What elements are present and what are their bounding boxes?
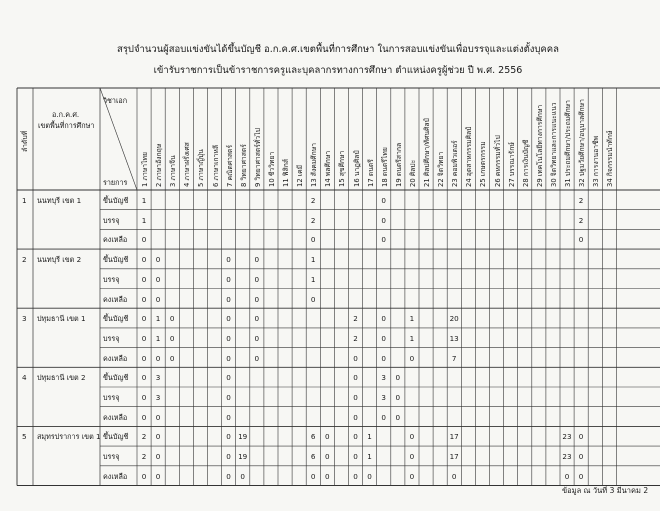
table-cell-value: 0 (381, 235, 386, 245)
subject-header: 5 ภาษาญี่ปุ่น (197, 149, 206, 187)
table-cell-value: 17 (449, 432, 459, 442)
table-cell-value: 0 (395, 393, 401, 402)
table-cell-value: 0 (353, 353, 358, 363)
subject-header: 11 ฟิสิกส์ (282, 158, 290, 187)
table-cell-value: 0 (169, 314, 175, 324)
table-cell-value: 3 (381, 393, 386, 402)
subject-header: 26 คหกรรมทั่วไป (493, 135, 502, 187)
table-cell-value: 0 (310, 235, 316, 245)
row-item-label: บรรจุ (103, 333, 120, 343)
table-cell-value: 0 (226, 274, 231, 284)
header-subject: วิชาเอก (103, 96, 128, 105)
table-cell-value: 20 (449, 314, 459, 324)
table-cell-value: 0 (381, 314, 386, 324)
subject-header: 2 ภาษาอังกฤษ (155, 143, 164, 187)
table-cell-value: 2 (141, 432, 147, 442)
table-cell-value: 0 (353, 393, 358, 402)
table-cell-value: 0 (578, 452, 584, 462)
table-cell-value: 1 (155, 314, 161, 324)
table-cell-value: 2 (578, 196, 584, 205)
table-cell-value: 0 (367, 471, 372, 481)
table-cell-value: 0 (141, 235, 147, 245)
table-cell-value: 0 (325, 452, 330, 462)
table-cell-value: 0 (226, 412, 231, 422)
table-cell-value: 0 (155, 412, 161, 422)
table-cell-value: 0 (564, 471, 570, 481)
document-title-line-1: สรุปจำนวนผู้สอบแข่งขันได้ขึ้นบัญชี อ.ก.ค.ศ.เขตพื้นที่การศึกษา ในการสอบแข่งขันเพื่อบรรจุและแต่งตั้งบุคคล (117, 44, 559, 55)
subject-header: 33 การงานอาชีพ (592, 135, 601, 187)
subject-header: 18 ดนตรีไทย (380, 147, 389, 187)
table-cell-value: 0 (353, 432, 358, 442)
table-cell-value: 1 (367, 452, 372, 462)
table-cell-value: 0 (141, 412, 147, 422)
table-cell-value: 6 (310, 452, 316, 462)
table-cell-value: 19 (238, 432, 248, 442)
subject-header: 9 วิทยาศาสตร์ทั่วไป (253, 128, 262, 187)
table-cell-value: 1 (310, 255, 316, 265)
subject-header: 17 ดนตรี (366, 159, 375, 187)
header-seq: ลำดับที่ (21, 130, 29, 152)
subject-header: 10 ชีววิทยา (267, 151, 276, 187)
table-cell-value: 3 (155, 393, 161, 402)
table-cell-value: 0 (155, 471, 161, 481)
row-item-label: คงเหลือ (103, 353, 128, 363)
subject-header: 7 คณิตศาสตร์ (225, 144, 234, 187)
subject-header: 20 ศิลปะ (408, 159, 417, 187)
row-item-label: บรรจุ (103, 393, 120, 402)
table-cell-value: 0 (169, 353, 175, 363)
table-cell-value: 1 (310, 274, 316, 284)
row-item-label: บรรจุ (103, 274, 120, 284)
table-cell-value: 0 (141, 393, 147, 402)
footer-note: ข้อมูล ณ วันที่ 3 มีนาคม 2 (562, 486, 649, 495)
table-cell-value: 2 (353, 314, 358, 324)
table-cell-value: 0 (353, 373, 358, 383)
table-cell-value: 0 (578, 235, 584, 245)
subject-header: 21 ศิลปศึกษา/ทัศนศิลป์ (423, 118, 431, 187)
table-cell-value: 1 (409, 333, 415, 343)
subject-header: 27 บรรณารักษ์ (507, 142, 516, 187)
table-cell-value: 0 (254, 333, 260, 343)
subject-header: 34 กิจกรรมนำทักษ์ (606, 130, 615, 187)
table-cell-value: 0 (141, 294, 147, 304)
subject-header: 23 คอมพิวเตอร์ (451, 140, 460, 187)
row-area: นนทบุรี เขต 1 (37, 196, 82, 205)
row-item-label: ขึ้นบัญชี (103, 432, 129, 442)
table-cell-value: 0 (578, 432, 584, 442)
subject-header: 6 ภาษาเกาหลี (211, 145, 220, 187)
table-cell-value: 1 (141, 196, 147, 205)
table-cell-value: 0 (155, 255, 161, 265)
table-cell-value: 0 (141, 333, 147, 343)
table-cell-value: 0 (310, 471, 316, 481)
subject-header: 15 สุขศึกษา (338, 150, 347, 187)
table-cell-value: 0 (226, 393, 231, 402)
subject-header: 31 ประถมศึกษา/ประถมศึกษา (564, 100, 572, 187)
row-item-label: บรรจุ (103, 452, 120, 462)
table-cell-value: 0 (155, 274, 161, 284)
table-cell-value: 0 (226, 333, 231, 343)
table-cell-value: 0 (325, 471, 330, 481)
table-cell-value: 1 (155, 333, 161, 343)
subject-header: 3 ภาษาจีน (169, 155, 178, 187)
subject-header: 16 นาฏศิลป์ (352, 150, 361, 187)
table-cell-value: 0 (254, 314, 260, 324)
table-cell-value: 0 (240, 471, 245, 481)
header-area: อ.ก.ค.ศ. (52, 110, 80, 119)
table-cell-value: 0 (141, 373, 147, 383)
row-item-label: ขึ้นบัญชี (103, 255, 129, 265)
subject-header: 28 การเงินบัญชี (521, 139, 530, 187)
table-cell-value: 2 (578, 215, 584, 225)
table-cell-value: 6 (310, 432, 316, 442)
row-area: ปทุมธานี เขต 2 (37, 373, 86, 383)
table-cell-value: 3 (381, 373, 386, 383)
table-cell-value: 0 (155, 452, 161, 462)
table-cell-value: 2 (310, 215, 316, 225)
table-cell-value: 0 (141, 353, 147, 363)
table-cell-value: 0 (141, 274, 147, 284)
subject-header: 29 เทคโนโลยีทางการศึกษา (535, 104, 544, 187)
table-cell-value: 0 (254, 255, 260, 265)
table-cell-value: 0 (409, 432, 415, 442)
subject-header: 24 อุตสาหกรรมศิลป์ (465, 126, 474, 187)
table-cell-value: 0 (155, 294, 161, 304)
table-cell-value: 0 (226, 373, 231, 383)
table-cell-value: 0 (451, 471, 457, 481)
table-cell-value: 0 (169, 333, 175, 343)
subject-header: 19 ดนตรีสากล (394, 142, 403, 187)
table-cell-value: 0 (254, 274, 260, 284)
row-seq: 1 (22, 196, 27, 205)
subject-header: 4 ภาษาฝรั่งเศส (183, 142, 192, 187)
table-cell-value: 13 (449, 333, 459, 343)
header-area-sub: เขตพื้นที่การศึกษา (38, 121, 95, 130)
table-cell-value: 0 (254, 353, 260, 363)
table-cell-value: 1 (141, 215, 147, 225)
row-item-label: บรรจุ (103, 215, 120, 225)
table-cell-value: 0 (310, 294, 316, 304)
table-cell-value: 1 (409, 314, 415, 324)
table-cell-value: 0 (141, 314, 147, 324)
table-cell-value: 23 (562, 452, 572, 462)
row-area: ปทุมธานี เขต 1 (37, 314, 86, 324)
table-cell-value: 23 (562, 432, 572, 442)
table-cell-value: 0 (409, 452, 415, 462)
row-item-label: ขึ้นบัญชี (103, 314, 129, 324)
table-cell-value: 0 (226, 432, 231, 442)
table-cell-value: 0 (226, 353, 231, 363)
table-cell-value: 0 (226, 255, 231, 265)
table-cell-value: 2 (141, 452, 147, 462)
table-cell-value: 0 (353, 452, 358, 462)
row-area: สมุทรปราการ เขต 1 (37, 432, 101, 442)
row-item-label: คงเหลือ (103, 235, 128, 245)
table-cell-value: 7 (451, 353, 457, 363)
table-cell-value: 0 (353, 471, 358, 481)
table-cell-value: 0 (226, 471, 231, 481)
table-cell-value: 0 (409, 353, 415, 363)
subject-header: 13 สังคมศึกษา (310, 142, 319, 187)
subject-header: 8 วิทยาศาสตร์ (239, 144, 248, 187)
row-item-label: ขึ้นบัญชี (103, 373, 129, 383)
row-area: นนทบุรี เขต 2 (37, 255, 82, 265)
table-cell-value: 0 (578, 471, 584, 481)
table-cell-value: 0 (141, 255, 147, 265)
subject-header: 14 พลศึกษา (324, 150, 333, 187)
table-cell-value: 0 (155, 432, 161, 442)
table-cell-value: 0 (155, 353, 161, 363)
table-cell-value: 0 (409, 471, 415, 481)
table-cell-value: 0 (381, 412, 386, 422)
row-seq: 4 (22, 373, 27, 383)
subject-header: 1 ภาษาไทย (141, 152, 149, 187)
document-title-line-2: เข้ารับราชการเป็นข้าราชการครูและบุคลากรทางการศึกษา ตำแหน่งครูผู้ช่วย ปี พ.ศ. 2556 (153, 65, 523, 76)
row-seq: 2 (22, 255, 27, 265)
row-item-label: คงเหลือ (103, 412, 128, 422)
table-cell-value: 0 (325, 432, 330, 442)
subject-header: 22 จิตวิทยา (437, 151, 446, 187)
table-cell-value: 0 (395, 412, 401, 422)
header-items: รายการ (103, 178, 128, 187)
table-cell-value: 0 (381, 353, 386, 363)
table-cell-value: 2 (353, 333, 358, 343)
table-cell-value: 17 (449, 452, 459, 462)
table-cell-value: 0 (381, 196, 386, 205)
row-seq: 5 (22, 432, 27, 442)
subject-header: 12 เคมี (296, 164, 305, 187)
table-cell-value: 19 (238, 452, 248, 462)
table-cell-value: 0 (226, 314, 231, 324)
table-cell-value: 2 (310, 196, 316, 205)
row-item-label: คงเหลือ (103, 294, 128, 304)
subject-header: 25 เกษตรกรรม (479, 141, 488, 187)
table-cell-value: 0 (381, 215, 386, 225)
row-seq: 3 (22, 314, 27, 324)
table-cell-value: 0 (254, 294, 260, 304)
table-cell-value: 3 (155, 373, 161, 383)
subject-header: 30 จิตวิทยาและการแนะแนว (549, 102, 558, 187)
row-item-label: ขึ้นบัญชี (103, 196, 129, 205)
table-cell-value: 0 (226, 452, 231, 462)
row-item-label: คงเหลือ (103, 471, 128, 481)
table-cell-value: 0 (353, 412, 358, 422)
table-cell-value: 0 (226, 294, 231, 304)
table-cell-value: 0 (395, 373, 401, 383)
table-cell-value: 1 (367, 432, 372, 442)
table-cell-value: 0 (141, 471, 147, 481)
table-cell-value: 0 (381, 333, 386, 343)
subject-header: 32 ปฐมวัยศึกษา/อนุบาลศึกษา (578, 99, 587, 187)
